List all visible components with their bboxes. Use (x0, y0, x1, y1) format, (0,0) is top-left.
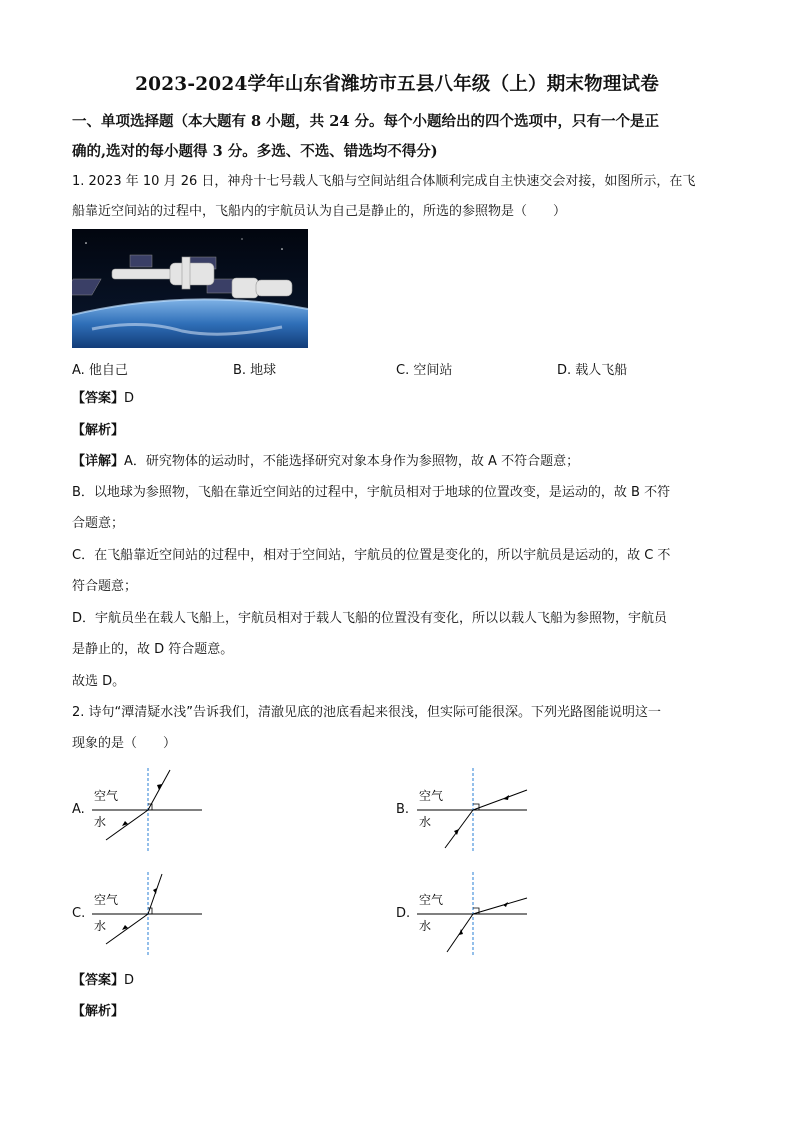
q1-text-line1: 1. 2023 年 10 月 26 日，神舟十七号载人飞船与空间站组合体顺利完成自主快速交会对接，如图所示，在飞 (72, 174, 696, 189)
q1-detail-b1: B．以地球为参照物，飞船在靠近空间站的过程中，宇航员相对于地球的位置改变，是运动的，故 B 不符 (72, 485, 671, 500)
section-heading-line1: 一、单项选择题（本大题有 8 小题，共 24 分。每个小题给出的四个选项中，只有一个是正 (72, 113, 659, 130)
section-heading-line2: 确的,选对的每小题得 3 分。多选、不选、错选均不得分) (72, 143, 438, 160)
answer-value: D (124, 391, 135, 406)
q1-detail-c2: 符合题意； (72, 579, 138, 594)
detail-tag: 【详解】 (72, 454, 125, 469)
q1-answer (72, 389, 134, 409)
q2-text-line1: 2. 诗句“潭清疑水浅”告诉我们，清澈见底的池底看起来很浅，但实际可能很深。下列光路图能说明这一 (72, 705, 662, 720)
diagram-a-water: 水 (94, 815, 107, 829)
q1-detail-c1: C．在飞船靠近空间站的过程中，相对于空间站，宇航员的位置是变化的，所以宇航员是运动的，故 C 不 (72, 548, 671, 563)
q1-conclusion: 故选 D。 (72, 674, 126, 689)
detail-a: A．研究物体的运动时，不能选择研究对象本身作为参照物，故 A 不符合题意； (124, 454, 580, 469)
diagram-c (82, 868, 222, 958)
q1-detail-d1: D．宇航员坐在载人飞船上，宇航员相对于载人飞船的位置没有变化，所以以载人飞船为参照物，宇航员 (72, 611, 668, 626)
diagram-c-label: C. (72, 906, 86, 921)
diagram-b-air: 空气 (419, 789, 444, 803)
q1-option-a: A. 他自己 (72, 363, 128, 378)
space-station-image (72, 229, 308, 348)
answer-tag: 【答案】 (72, 973, 125, 988)
answer-value: D (124, 973, 135, 988)
q2-analysis-tag: 【解析】 (72, 1004, 125, 1019)
page-title: 2023-2024学年山东省潍坊市五县八年级（上）期末物理试卷 (135, 74, 659, 95)
diagram-b (407, 764, 547, 854)
diagram-d (407, 868, 547, 958)
diagram-d-water: 水 (419, 919, 432, 933)
answer-tag: 【答案】 (72, 391, 125, 406)
q1-detail-d2: 是静止的，故 D 符合题意。 (72, 642, 234, 657)
q1-detail-b2: 合题意； (72, 516, 125, 531)
diagram-d-air: 空气 (419, 893, 444, 907)
q1-detail-line1 (72, 452, 579, 472)
q1-text-line2: 船靠近空间站的过程中，飞船内的宇航员认为自己是静止的，所选的参照物是（ ） (72, 204, 567, 219)
q1-option-b: B. 地球 (233, 363, 277, 378)
q1-option-c: C. 空间站 (396, 363, 453, 378)
diagram-c-water: 水 (94, 919, 107, 933)
q2-text-line2: 现象的是（ ） (72, 736, 177, 751)
diagram-a-air: 空气 (94, 789, 119, 803)
diagram-a-label: A. (72, 802, 85, 817)
diagram-a (82, 764, 222, 854)
q1-option-d: D. 载人飞船 (557, 363, 628, 378)
q1-analysis-tag: 【解析】 (72, 423, 125, 438)
diagram-b-label: B. (396, 802, 410, 817)
diagram-b-water: 水 (419, 815, 432, 829)
diagram-d-label: D. (396, 906, 411, 921)
diagram-c-air: 空气 (94, 893, 119, 907)
q2-answer (72, 971, 134, 991)
